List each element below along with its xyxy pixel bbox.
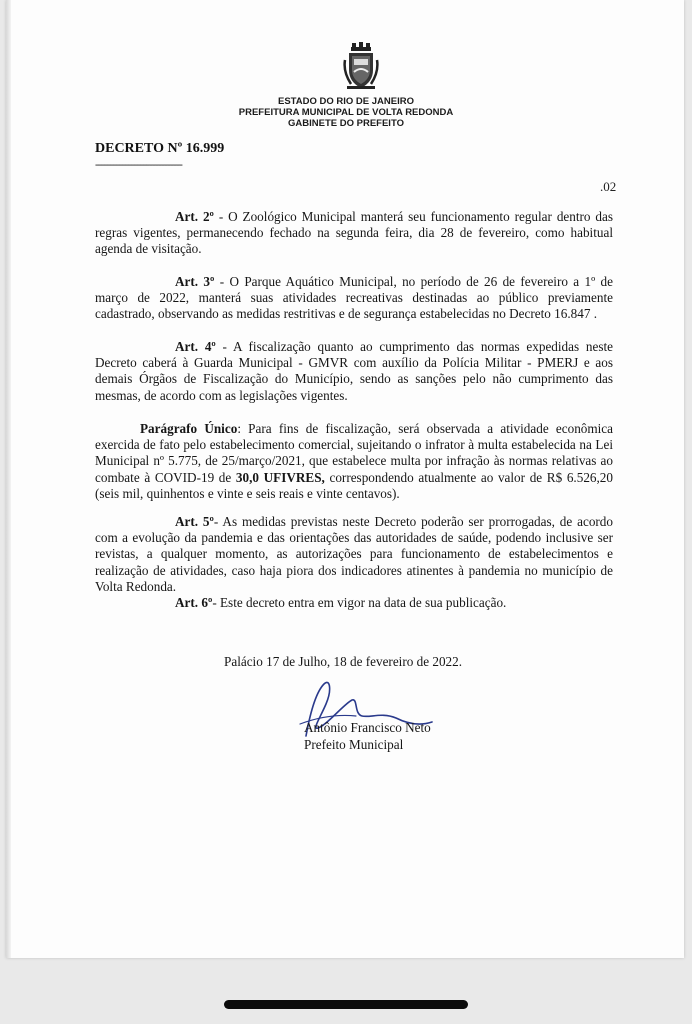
- signer-name: Antônio Francisco Neto: [304, 720, 431, 735]
- article-4-text: - A fiscalização quanto ao cumprimento das normas expedidas neste Decreto caberá à Guarda Municipal - GMVR com auxílio da Polícia Militar - PMERJ e aos demais Órgãos de Fiscalização do Município, sendo as sanções pelo não cumprimento das mesmas, de acordo com as legislações vigentes.: [95, 339, 613, 403]
- signer-block: [304, 720, 431, 753]
- municipal-coat-of-arms-icon: [343, 42, 379, 90]
- article-3-label: Art. 3º: [175, 274, 215, 289]
- page-edge-shadow: [6, 0, 11, 958]
- paragraph-unico: [95, 421, 613, 502]
- paragraph-unico-text-after: correspondendo atualmente ao valor de R$ 6.526,20 (seis mil, quinhentos e vinte e seis reais e vinte centavos).: [95, 469, 613, 501]
- signoff-date: Palácio 17 de Julho, 18 de fevereiro de 2022.: [224, 654, 463, 669]
- article-2-label: Art. 2º: [175, 209, 214, 224]
- paragraph-unico-text-before: : Para fins de fiscalização, será observada a atividade econômica exercida de fato pelo estabelecimento comercial, sujeitando o infrator à multa estabelecida na Lei Municipal nº 5.775, de 25/março/2021, que estabelece multa por infração às normas relativas ao combate à COVID-19 de: [95, 421, 614, 485]
- home-indicator[interactable]: [224, 1000, 468, 1009]
- article-6: [95, 595, 613, 611]
- page-number: .02: [600, 179, 617, 194]
- header-state: ESTADO DO RIO DE JANEIRO: [277, 96, 414, 107]
- header-office: GABINETE DO PREFEITO: [288, 118, 404, 129]
- paragraph-unico-label: Parágrafo Único: [140, 421, 238, 436]
- decree-title-underline: -----------------------------: [95, 157, 182, 171]
- article-5: [95, 514, 613, 595]
- article-3-text: - O Parque Aquático Municipal, no período de 26 de fevereiro a 1º de março de 2022, manterá suas atividades recreativas destinadas ao público previamente cadastrado, observando as medidas restritivas e de segurança estabelecidas no Decreto 16.847 .: [95, 274, 613, 322]
- article-6-text: - Este decreto entra em vigor na data de sua publicação.: [212, 595, 507, 610]
- article-4-label: Art. 4º: [175, 339, 216, 354]
- article-5-text: - As medidas previstas neste Decreto poderão ser prorrogadas, de acordo com a evolução da pandemia e das orientações das autoridades de saúde, podendo inclusive ser revistas, a qualquer momento, as autorizações para funcionamento de estabelecimentos e realização de atividades, caso haja piora dos indicadores atinentes à pandemia no município de Volta Redonda.: [95, 514, 613, 594]
- article-5-label: Art. 5º: [175, 514, 214, 529]
- article-6-label: Art. 6º: [175, 595, 213, 610]
- article-2: [95, 209, 613, 258]
- decree-title: DECRETO Nº 16.999: [95, 141, 225, 156]
- header-prefecture: PREFEITURA MUNICIPAL DE VOLTA REDONDA: [238, 107, 454, 118]
- document-header: [0, 96, 692, 129]
- article-3: [95, 274, 613, 323]
- signer-role: Prefeito Municipal: [304, 736, 404, 752]
- article-2-text: - O Zoológico Municipal manterá seu funcionamento regular dentro das regras vigentes, permanecendo fechado na segunda feira, dia 28 de fevereiro, como habitual agenda de visitação.: [95, 209, 613, 257]
- fine-amount: 30,0 UFIVRES,: [235, 469, 325, 485]
- article-4: [95, 339, 613, 404]
